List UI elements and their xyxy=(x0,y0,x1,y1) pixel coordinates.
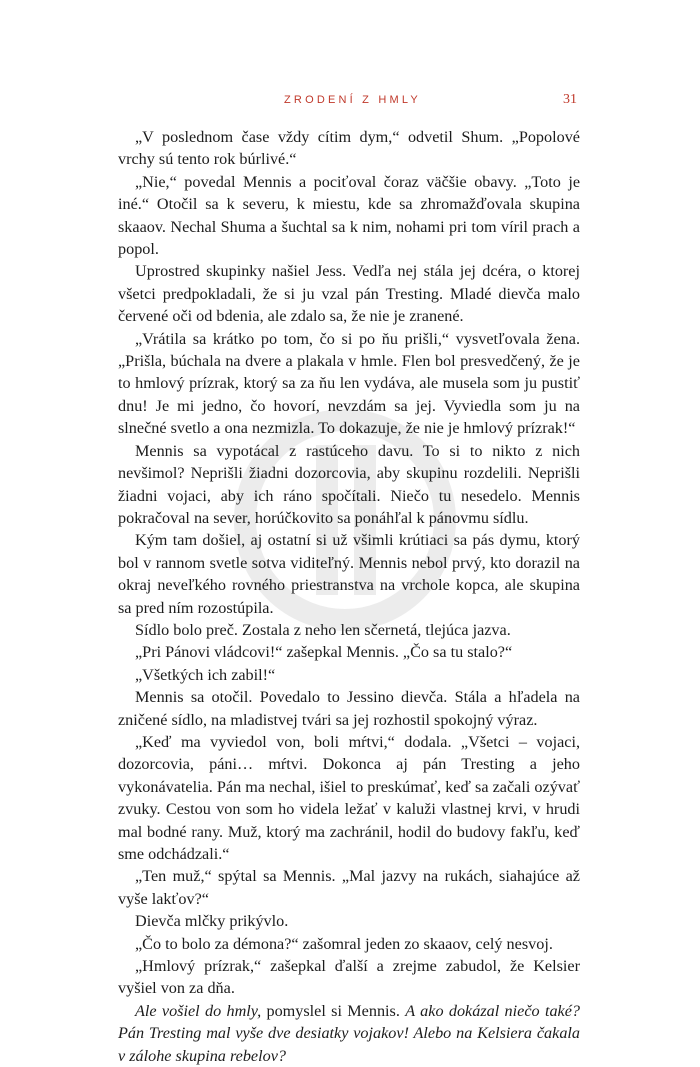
running-header xyxy=(0,94,700,114)
paragraph: „Čo to bolo za démona?“ zašomral jeden zo skaaov, celý nesvoj. xyxy=(135,934,553,953)
running-title: ZRODENÍ Z HMLY xyxy=(284,94,421,106)
paragraph: „Všetkých ich zabil!“ xyxy=(135,665,276,684)
narration: pomyslel si Mennis. xyxy=(261,1001,406,1020)
italic-thought: Ale vošiel do hmly, xyxy=(135,1001,262,1020)
paragraph: „Ten muž,“ spýtal sa Mennis. „Mal jazvy na rukách, siahajúce až vyše lakťov?“ xyxy=(118,867,580,908)
paragraph: „Keď ma vyviedol von, boli mŕtvi,“ dodala. „Všetci – vojaci, dozorcovia, páni… mŕtvi. Dokonca aj pán Tresting a jeho vykonávatelia. Pán ma nechal, išiel to preskúmať, keď sa začali ozývať zvuky. Cestou von som ho videla ležať v kaluži vlastnej krvi, v hrudi mal bodné rany. Muž, ktorý ma zachránil, hodil do budovy fakľu, keď sme odchádzali.“ xyxy=(118,732,580,863)
italic-thought: A ako dokázal niečo také? Pán Tresting mal vyše dve desiatky vojakov! Alebo na Kelsiera čakala v zálohe skupina rebelov? xyxy=(118,1001,580,1065)
paragraph: „Hmlový prízrak,“ zašepkal ďalší a zrejme zabudol, že Kelsier vyšiel von za dňa. xyxy=(118,957,580,998)
paragraph: „Vrátila sa krátko po tom, čo si po ňu prišli,“ vysvetľovala žena. „Prišla, búchala na dvere a plakala v hmle. Flen bol presvedčený, že je to hmlový prízrak, ktorý sa za ňu len vydáva, ale musela som ju pustiť dnu! Je mi jedno, čo hovorí, nevzdám sa jej. Vyviedla som ju na slnečné svetlo a ona nezmizla. To dokazuje, že nie je hmlový prízrak!“ xyxy=(118,329,580,438)
closing-paragraph xyxy=(118,1000,580,1067)
paragraph: „Pri Pánovi vládcovi!“ zašepkal Mennis. „Čo sa tu stalo?“ xyxy=(135,643,513,662)
paragraph: „Nie,“ povedal Mennis a pociťoval čoraz väčšie obavy. „Toto je iné.“ Otočil sa k severu, k miestu, kde sa zhromažďovala skupina skaaov. Nechal Shuma a šuchtal sa k nim, nohami pri tom víril prach a popol. xyxy=(118,172,580,259)
paragraph: Uprostred skupinky našiel Jess. Vedľa nej stála jej dcéra, o ktorej všetci predpokladali, že si ju vzal pán Tresting. Mladé dievča malo červené oči od bdenia, ale zdalo sa, že nie je zranené. xyxy=(118,262,580,326)
body-text xyxy=(118,126,580,1067)
paragraph: Kým tam došiel, aj ostatní si už všimli krútiaci sa pás dymu, ktorý bol v rannom svetle sotva viditeľný. Mennis nebol prvý, kto dorazil na okraj nevеľkého rovného priestranstva na vrchole kopca, ale skupina sa pred ním rozostúpila. xyxy=(118,531,580,617)
paragraph: „V poslednom čase vždy cítim dym,“ odvetil Shum. „Popolové vrchy sú tento rok búrlivé.“ xyxy=(118,128,580,169)
paragraph: Mennis sa vypotácal z rastúceho davu. To si to nikto z nich nevšimol? Neprišli žiadni dozorcovia, aby skupinu rozdelili. Neprišli žiadni vojaci, aby ich ráno spočítali. Niečo tu nesedelo. Mennis pokračoval na sever, horúčkovito sa ponáhľal k pánovmu sídlu. xyxy=(118,441,580,527)
paragraph: Sídlo bolo preč. Zostala z neho len sčernetá, tlejúca jazva. xyxy=(135,620,511,639)
paragraph: Dievča mlčky prikývlo. xyxy=(135,912,289,931)
paragraph: Mennis sa otočil. Povedalo to Jessino dievča. Stála a hľadela na zničené sídlo, na mladistvej tvári sa jej rozhostil spokojný výraz. xyxy=(118,688,580,729)
page-number: 31 xyxy=(563,92,577,107)
